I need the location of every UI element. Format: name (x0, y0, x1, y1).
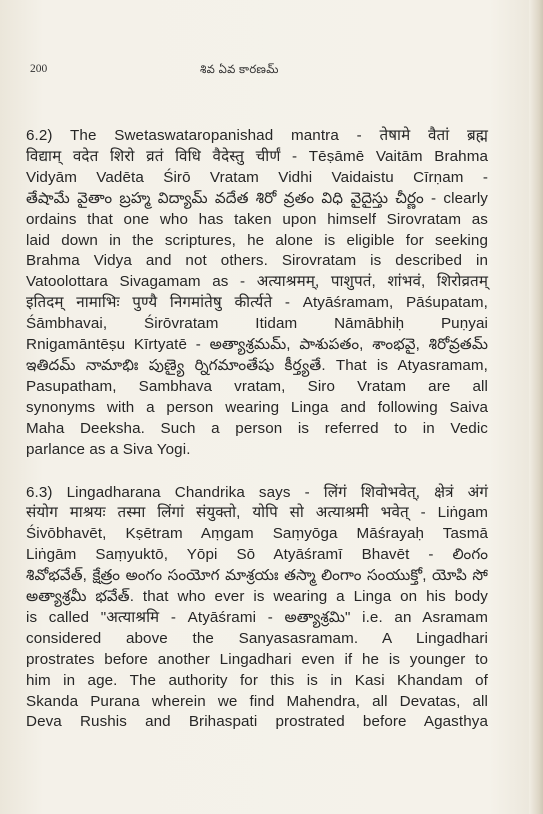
text-line: శివోభవేత్, క్షేత్రం అంగం సంయోగ మాశ్రయః తస్మా లింగాం సంయుక్తో, యోపి సో (26, 567, 488, 585)
page-number: 200 (30, 63, 48, 75)
text-line: ఇతిదమ్ నామాభిః పుణ్యై ర్నిగమాంతేషు కీర్త్యతే. That is Atyasramam, (26, 356, 488, 374)
text-line: 6.2) The Swetaswataropanishad mantra - तेषामे वैतां ब्रह्म (26, 127, 488, 144)
text-line: Vatoolottara Sivagamam as - अत्याश्रमम्, पाशुपतं, शांभवं, शिरोव्रतम् (26, 273, 488, 291)
paragraph-6-3 (26, 483, 488, 734)
text-line: Maha Deeksha. Such a person is referred to in Vedic (26, 419, 488, 437)
text-line: prostrates before another Lingadhari even if he is younger to (26, 650, 488, 668)
text-line: विद्याम् वदेत शिरो व्रतं विधि वैदेस्तु चीर्णं - Tēṣāmē Vaitām Brahma (26, 147, 488, 165)
text-line: considered above the Sanyasasramam. A Lingadhari (26, 629, 488, 647)
text-line: synonyms with a person wearing Linga and following Saiva (26, 398, 488, 416)
page-header (30, 63, 500, 81)
text-line: Liṅgām Saṃyuktō, Yōpi Sō Atyāśramī Bhavēt - లింగం (26, 546, 488, 564)
text-line: Skanda Purana wherein we find Mahendra, all Devatas, all (26, 692, 488, 710)
paragraph-6-2 (26, 126, 488, 461)
body-text (26, 126, 488, 755)
text-line: parlance as a Siva Yogi. (26, 440, 191, 458)
text-line: इतिदम् नामाभिः पुण्यै निगमांतेषु कीर्त्यते - Atyāśramam, Pāśupatam, (26, 294, 488, 312)
text-line: అత్యాశ్రమీ భవేత్. that who ever is wearing a Linga on his body (26, 588, 488, 606)
text-line: Brahma Vidya and not others. Sirovratam is described in (26, 252, 488, 270)
text-line: Deva Rushis and Brihaspati prostrated before Agasthya (26, 713, 488, 731)
text-line: Pasupatham, Sambhava vratam, Siro Vratam are all (26, 377, 488, 395)
text-line: 6.3) Lingadharana Chandrika says - लिंगं शिवोभवेत्, क्षेत्रं अंगं (26, 483, 488, 501)
text-line: is called "अत्याश्रमि - Atyāśrami - అత్యాశ్రమి" i.e. an Asramam (26, 608, 488, 626)
text-line: తేషామే వైతాం బ్రహ్మ విద్యామ్ వదేత శిరో వ్రతం విధి వైదైస్తు చీర్ణం - clearly (26, 189, 488, 207)
text-line: ordains that one who has taken upon himself Sirovratam as (26, 210, 488, 228)
running-title: శివ ఏవ కారణమ్ (200, 64, 279, 76)
text-line: Vidyām Vadēta Śirō Vratam Vidhi Vaidaistu Cīrṇam - (26, 168, 488, 186)
text-line: Śivōbhavēt, Kṣētram Aṃgam Saṃyōga Māśrayaḥ Tasmā (26, 525, 488, 543)
page-edge (529, 0, 543, 814)
text-line: Rnigamāntēṣu Kīrtyatē - అత్యాశ్రమమ్, పాశుపతం, శాంభవై, శిరోవ్రతమ్ (26, 336, 488, 354)
text-line: Śāmbhavai, Śirōvratam Itidam Nāmābhiḥ Puṇyai (26, 315, 488, 333)
text-line: him in age. The authority for this is in Kasi Khandam of (26, 671, 488, 689)
text-line: संयोग माश्रयः तस्मा लिंगां संयुक्तो, योपि सो अत्याश्रमी भवेत् - Liṅgam (26, 504, 488, 522)
text-line: laid down in the scriptures, he alone is eligible for seeking (26, 231, 488, 249)
